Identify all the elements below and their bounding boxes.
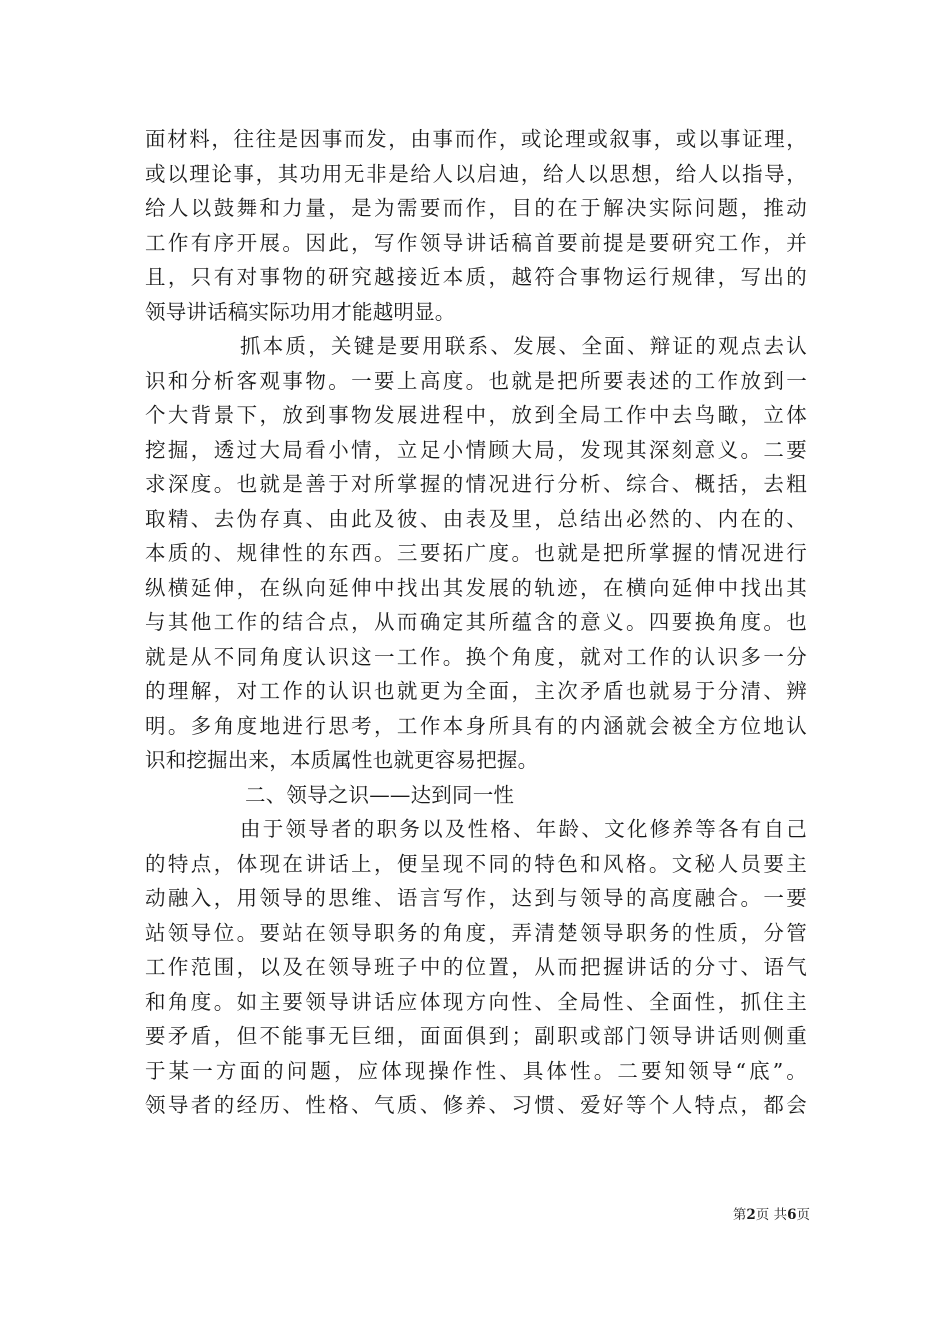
text-line: 面材料，往往是因事而发，由事而作，或论理或叙事，或以事证理， bbox=[145, 127, 807, 151]
footer-prefix: 第 bbox=[732, 1207, 747, 1223]
text-line: 要矛盾，但不能事无巨细，面面俱到；副职或部门领导讲话则侧重 bbox=[145, 1024, 807, 1048]
footer-page-number: 2 bbox=[746, 1207, 756, 1223]
text-line: 的理解，对工作的认识也就更为全面，主次矛盾也就易于分清、辨 bbox=[145, 679, 807, 703]
text-line: 识和分析客观事物。一要上高度。也就是把所要表述的工作放到一 bbox=[145, 368, 807, 393]
text-line: 与其他工作的结合点，从而确定其所蕴含的意义。四要换角度。也 bbox=[145, 610, 807, 634]
text-line: 的特点，体现在讲话上，便呈现不同的特色和风格。文秘人员要主 bbox=[145, 851, 807, 876]
document-body bbox=[145, 122, 807, 1123]
text-line: 抓本质，关键是要用联系、发展、全面、辩证的观点去认 bbox=[240, 334, 807, 358]
text-line: 识和挖掘出来，本质属性也就更容易把握。 bbox=[145, 748, 539, 772]
text-line: 给人以鼓舞和力量，是为需要而作，目的在于解决实际问题，推动 bbox=[145, 196, 807, 220]
text-line: 且，只有对事物的研究越接近本质，越符合事物运行规律，写出的 bbox=[145, 265, 807, 289]
paragraph-2 bbox=[145, 329, 807, 778]
text-line: 站领导位。要站在领导职务的角度，弄清楚领导职务的性质，分管 bbox=[145, 920, 807, 945]
text-line: 和角度。如主要领导讲话应体现方向性、全局性、全面性，抓住主 bbox=[145, 989, 807, 1014]
text-line: 领导者的经历、性格、气质、修养、习惯、爱好等个人特点，都会 bbox=[145, 1093, 807, 1117]
paragraph-3 bbox=[145, 812, 807, 1123]
page-footer bbox=[660, 1203, 810, 1223]
text-line: 于某一方面的问题，应体现操作性、具体性。二要知领导“底”。 bbox=[145, 1058, 807, 1083]
text-line: 工作有序开展。因此，写作领导讲话稿首要前提是要研究工作，并 bbox=[145, 230, 807, 255]
text-line: 就是从不同角度认识这一工作。换个角度，就对工作的认识多一分 bbox=[145, 644, 807, 669]
text-line: 个大背景下，放到事物发展进程中，放到全局工作中去鸟瞰，立体 bbox=[145, 403, 807, 427]
text-line: 纵横延伸，在纵向延伸中找出其发展的轨迹，在横向延伸中找出其 bbox=[145, 575, 807, 600]
paragraph-1 bbox=[145, 122, 807, 329]
text-line: 本质的、规律性的东西。三要拓广度。也就是把所掌握的情况进行 bbox=[145, 541, 807, 565]
footer-total-pages: 6 bbox=[787, 1207, 797, 1223]
text-line: 动融入，用领导的思维、语言写作，达到与领导的高度融合。一要 bbox=[145, 886, 807, 910]
section-heading bbox=[145, 778, 807, 813]
footer-middle: 页 共 bbox=[755, 1207, 788, 1223]
text-line: 工作范围，以及在领导班子中的位置，从而把握讲话的分寸、语气 bbox=[145, 955, 807, 979]
text-line: 领导讲话稿实际功用才能越明显。 bbox=[145, 299, 456, 324]
text-line: 或以理论事，其功用无非是给人以启迪，给人以思想，给人以指导， bbox=[145, 161, 807, 186]
section-heading-text: 二、领导之识——达到同一性 bbox=[245, 782, 515, 807]
text-line: 明。多角度地进行思考，工作本身所具有的内涵就会被全方位地认 bbox=[145, 713, 807, 738]
footer-suffix: 页 bbox=[796, 1207, 810, 1223]
text-line: 挖掘，透过大局看小情，立足小情顾大局，发现其深刻意义。二要 bbox=[145, 437, 807, 462]
text-line: 由于领导者的职务以及性格、年龄、文化修养等各有自己 bbox=[240, 817, 807, 841]
text-line: 求深度。也就是善于对所掌握的情况进行分析、综合、概括，去粗 bbox=[145, 472, 807, 496]
text-line: 取精、去伪存真、由此及彼、由表及里，总结出必然的、内在的、 bbox=[145, 506, 807, 531]
